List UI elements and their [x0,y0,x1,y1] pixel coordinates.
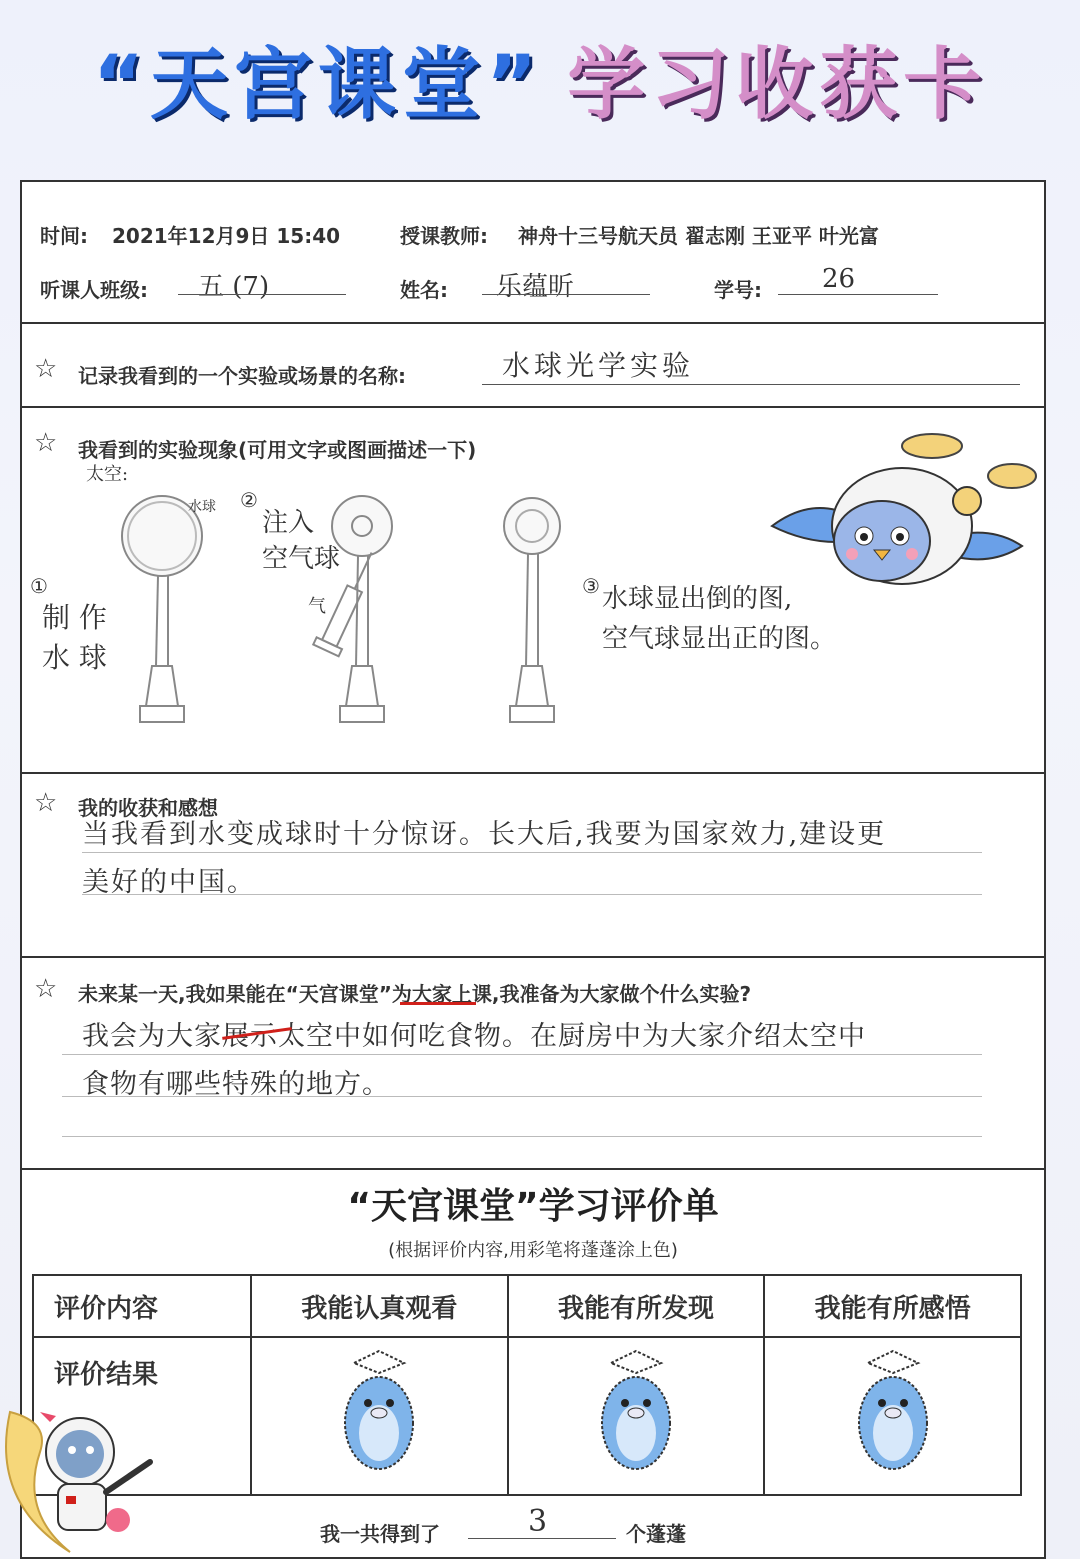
syringe-label: 气 [308,596,326,617]
eval-col-discover: 我能有所发现 [508,1275,765,1337]
water-ball-label: 水球 [188,499,216,515]
experiment-name-prompt: 记录我看到的一个实验或场景的名称: [78,364,406,388]
card-title [0,30,1080,140]
step2-number: ② [240,488,258,512]
ruled-line [82,894,982,895]
eval-result-cell-1 [251,1337,508,1495]
future-answer-line1: 我会为大家展示太空中如何吃食物。在厨房中为大家介绍太空中 [82,1021,866,1052]
star-icon: ☆ [34,354,58,384]
star-icon: ☆ [34,974,58,1004]
penguin-badge-icon [838,1343,948,1483]
title-part-2: 学习收获卡 [567,40,988,130]
total-underline [468,1538,616,1539]
astronaut-penguin-illustration [752,416,1042,596]
experiment-name-section [22,322,1044,408]
eval-result-header: 评价结果 [33,1337,251,1495]
step3-number: ③ [582,574,600,598]
name-label: 姓名: [400,278,448,302]
phenomenon-prompt: 我看到的实验现象(可用文字或图画描述一下) [78,438,477,462]
future-experiment-prompt: 未来某一天,我如果能在“天宫课堂”为大家上课,我准备为大家做个什么实验? [78,982,752,1006]
id-underline [778,294,938,295]
teacher-value: 神舟十三号航天员 翟志刚 王亚平 叶光富 [518,224,879,248]
time-label: 时间: [40,224,88,248]
experiment-name-answer: 水球光学实验 [502,349,695,382]
name-underline [482,294,650,295]
water-ball-tool-1 [122,496,202,722]
reflection-answer-line1: 当我看到水变成球时十分惊讶。长大后,我要为国家效力,建设更 [82,819,887,850]
phenomenon-section [22,406,1044,774]
moon-astronaut-mascot [0,1392,170,1559]
step2-text-line2: 空气球 [262,544,341,574]
reflection-section [22,772,1044,958]
penguin-badge-icon [324,1343,434,1483]
eval-result-cell-3 [764,1337,1021,1495]
evaluation-title: “天宫课堂”学习评价单 [347,1186,719,1227]
step1-text-line2: 水 球 [42,641,107,674]
total-suffix: 个蓬蓬 [626,1522,686,1546]
star-icon: ☆ [34,428,58,458]
ruled-line [62,1096,982,1097]
future-answer-line2: 食物有哪些特殊的地方。 [82,1069,390,1100]
step2-text-line1: 注入 [262,508,315,538]
eval-col-insight: 我能有所感悟 [764,1275,1021,1337]
red-underline-mark [400,1002,476,1005]
total-value: 3 [528,1504,548,1539]
class-label: 听课人班级: [40,278,148,302]
id-value: 26 [822,264,856,294]
class-value: 五 (7) [198,272,270,302]
penguin-badge-icon [581,1343,691,1483]
experiment-name-underline [482,384,1020,385]
star-icon: ☆ [34,788,58,818]
experiment-drawing [22,466,642,766]
ruled-line [62,1136,982,1137]
future-experiment-section [22,956,1044,1170]
time-value: 2021年12月9日 15:40 [112,224,341,248]
evaluation-subtitle: (根据评价内容,用彩笔将蓬蓬涂上色) [388,1240,678,1261]
class-underline [178,294,346,295]
water-ball-tool-3 [504,498,560,722]
step3-text-line1: 水球显出倒的图, [602,584,793,614]
total-prefix: 我一共得到了 [320,1522,440,1546]
reflection-prompt: 我的收获和感想 [78,796,218,820]
name-value: 乐蕴昕 [496,272,575,302]
teacher-label: 授课教师: [400,224,488,248]
step1-number: ① [30,574,48,598]
step1-text-line1: 制 作 [42,601,107,634]
evaluation-table [32,1274,1022,1496]
info-section [22,182,1044,324]
title-part-1: “天宫课堂” [92,40,544,130]
id-label: 学号: [714,278,762,302]
eval-col-watch: 我能认真观看 [251,1275,508,1337]
eval-content-header: 评价内容 [33,1275,251,1337]
eval-result-cell-2 [508,1337,765,1495]
reflection-answer-line2: 美好的中国。 [82,867,256,898]
ruled-line [62,1054,982,1055]
ruled-line [82,852,982,853]
step3-text-line2: 空气球显出正的图。 [602,624,837,654]
space-label: 太空: [86,464,129,485]
learning-card [20,180,1046,1559]
